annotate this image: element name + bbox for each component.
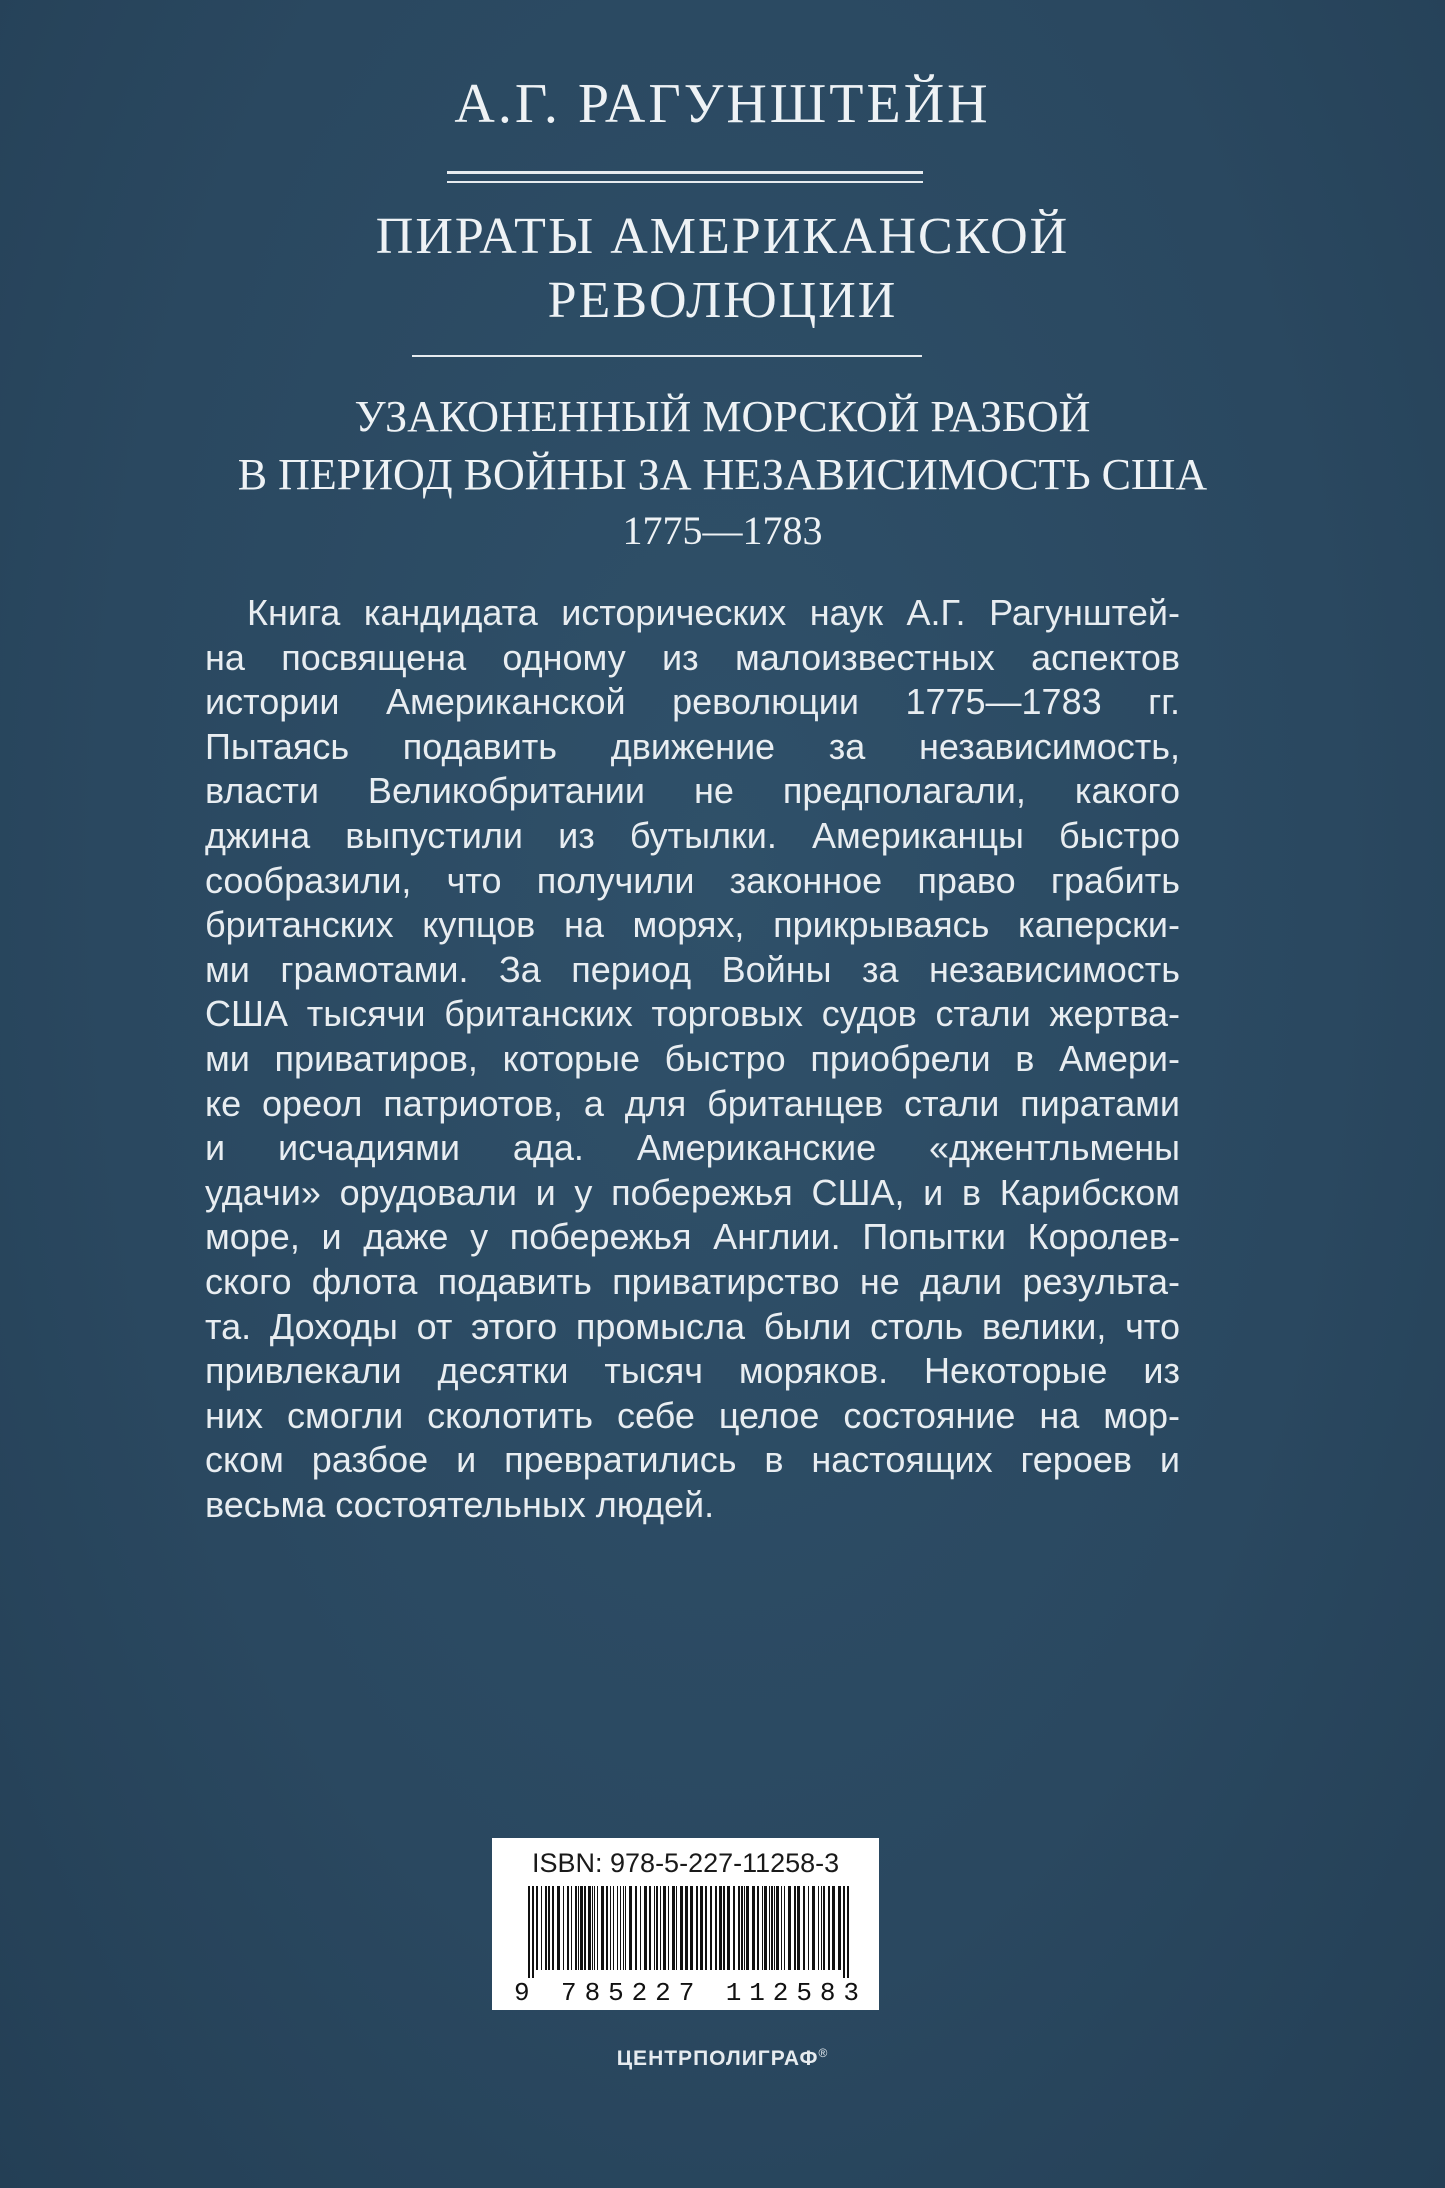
barcode-bar xyxy=(680,1886,683,1970)
barcode-bar xyxy=(781,1886,782,1970)
barcode-bar xyxy=(660,1886,661,1970)
barcode-bar xyxy=(584,1886,586,1970)
barcode-bar xyxy=(832,1886,835,1970)
barcode-digits: 9 785227 112583 xyxy=(514,1978,859,2004)
barcode-bar xyxy=(733,1886,735,1970)
book-years: 1775—1783 xyxy=(622,508,823,553)
book-subtitle-line: УЗАКОНЕННЫЙ МОРСКОЙ РАЗБОЙ xyxy=(354,392,1091,441)
barcode-bar xyxy=(685,1886,688,1970)
barcode-bar xyxy=(784,1886,785,1970)
annotation-text xyxy=(205,591,1180,1527)
barcode-bar xyxy=(606,1886,608,1970)
annotation-line: ского флота подавить приватирство не дали результа- xyxy=(205,1260,1180,1302)
barcode-bar xyxy=(567,1886,569,1970)
barcode-bar xyxy=(644,1886,647,1970)
barcode-bar xyxy=(575,1886,577,1970)
barcode-bar xyxy=(771,1886,773,1970)
isbn-barcode-block xyxy=(492,1838,879,2010)
annotation-line: на посвящена одному из малоизвестных аспектов xyxy=(205,636,1180,678)
barcode-bar xyxy=(635,1886,637,1970)
barcode-bar xyxy=(821,1886,822,1970)
single-divider xyxy=(412,355,922,357)
barcode-bar xyxy=(690,1886,693,1970)
barcode-bar xyxy=(571,1886,572,1970)
barcode-bar xyxy=(812,1886,815,1970)
barcode-bar xyxy=(548,1886,550,1970)
barcode-bar xyxy=(536,1886,538,1970)
barcode-bar xyxy=(808,1886,809,1970)
barcode-bar xyxy=(563,1886,564,1970)
book-title-line: РЕВОЛЮЦИИ xyxy=(547,272,898,329)
publisher-logo xyxy=(0,2046,1445,2071)
barcode-bar xyxy=(757,1886,759,1970)
annotation-line: британских купцов на морях, прикрываясь каперски- xyxy=(205,904,1180,946)
barcode-bar xyxy=(545,1886,547,1970)
barcode-bar xyxy=(719,1886,722,1970)
barcode-bar xyxy=(592,1886,593,1970)
book-subtitle-line: В ПЕРИОД ВОЙНЫ ЗА НЕЗАВИСИМОСТЬ США xyxy=(237,450,1208,499)
annotation-line: море, и даже у побережья Англии. Попытки Королев- xyxy=(205,1216,1180,1258)
barcode-bar xyxy=(620,1886,621,1970)
barcode-bar xyxy=(601,1886,604,1970)
barcode-bar xyxy=(843,1886,845,1978)
annotation-line: та. Доходы от этого промысла были столь велики, что xyxy=(205,1305,1180,1347)
barcode-bar xyxy=(794,1886,796,1970)
annotation-line: ми приватиров, которые быстро приобрели в Амери- xyxy=(205,1037,1180,1079)
annotation-line: весьма состоятельных людей. xyxy=(205,1483,715,1525)
book-title xyxy=(0,205,1445,333)
barcode-bar xyxy=(663,1886,666,1970)
barcode-bar xyxy=(623,1886,624,1970)
barcode-bar xyxy=(541,1886,542,1970)
barcode-bar xyxy=(769,1886,770,1970)
barcode-bar xyxy=(668,1886,669,1970)
barcode-bar xyxy=(676,1886,677,1970)
book-subtitle xyxy=(0,388,1445,504)
annotation-line: власти Великобритании не предполагали, какого xyxy=(205,770,1180,812)
annotation-line: США тысячи британских торговых судов стали жертва- xyxy=(205,993,1180,1035)
book-title-line: ПИРАТЫ АМЕРИКАНСКОЙ xyxy=(375,208,1070,265)
barcode-bar xyxy=(803,1886,805,1970)
barcode-bar xyxy=(764,1886,767,1970)
annotation-line: удачи» орудовали и у побережья США, и в Карибском xyxy=(205,1171,1180,1213)
barcode-bar xyxy=(654,1886,655,1970)
barcode-bar xyxy=(705,1886,707,1970)
barcode-bar xyxy=(552,1886,554,1970)
barcode-bar xyxy=(788,1886,791,1970)
barcode-bar xyxy=(762,1886,763,1970)
barcode-bar xyxy=(640,1886,641,1970)
annotation-line: джина выпустили из бутылки. Американцы быстро xyxy=(205,814,1180,856)
barcode-bar xyxy=(597,1886,598,1970)
barcode-bar xyxy=(752,1886,755,1970)
barcode-bar xyxy=(617,1886,618,1970)
annotation-line: Пытаясь подавить движение за независимость, xyxy=(205,725,1180,767)
annotation-line: них смогли сколотить себе целое состояние на мор- xyxy=(205,1394,1180,1436)
barcode-bar xyxy=(672,1886,675,1970)
barcode-bar xyxy=(700,1886,703,1970)
barcode-bar xyxy=(613,1886,614,1970)
isbn-label: ISBN: 978-5-227-11258-3 xyxy=(532,1848,840,1878)
barcode-bar xyxy=(828,1886,830,1970)
barcode-bar xyxy=(578,1886,579,1970)
annotation-line: ском разбое и превратились в настоящих героев и xyxy=(205,1439,1180,1481)
barcode-bar xyxy=(649,1886,651,1970)
barcode-bar xyxy=(532,1886,534,1978)
barcode-bar xyxy=(528,1886,530,1978)
barcode-image xyxy=(514,1886,859,2004)
barcode-bar xyxy=(727,1886,730,1970)
registered-mark: ® xyxy=(818,2046,829,2060)
barcode-bar xyxy=(557,1886,560,1970)
barcode-bar xyxy=(656,1886,658,1970)
annotation-line: Книга кандидата исторических наук А.Г. Рагунштей- xyxy=(247,592,1180,633)
barcode-bar xyxy=(838,1886,841,1970)
barcode-bar xyxy=(847,1886,849,1978)
barcode-bar xyxy=(715,1886,717,1970)
author-name: А.Г. РАГУНШТЕЙН xyxy=(454,73,991,135)
barcode-bar xyxy=(625,1886,626,1970)
barcode-bar xyxy=(588,1886,591,1970)
publisher-name: ЦЕНТРПОЛИГРАФ xyxy=(616,2047,819,2070)
annotation-line: ке ореол патриотов, а для британцев стали пиратами xyxy=(205,1082,1180,1124)
barcode-bar xyxy=(776,1886,779,1970)
barcode-bar xyxy=(696,1886,698,1970)
barcode-bar xyxy=(774,1886,775,1970)
barcode-bar xyxy=(744,1886,745,1970)
barcode-bar xyxy=(710,1886,712,1970)
barcode-bar xyxy=(629,1886,632,1970)
annotation-line: сообразили, что получили законное право грабить xyxy=(205,859,1180,901)
barcode-bar xyxy=(741,1886,743,1970)
annotation-line: истории Американской революции 1775—1783 гг. xyxy=(205,681,1180,723)
annotation-line: ми грамотами. За период Войны за независимость xyxy=(205,948,1180,990)
barcode-bar xyxy=(594,1886,595,1970)
barcode-bar xyxy=(746,1886,749,1970)
barcode-bar xyxy=(738,1886,740,1970)
barcode-bar xyxy=(823,1886,825,1970)
annotation-line: и исчадиями ада. Американские «джентльмены xyxy=(205,1127,1180,1169)
barcode-bar xyxy=(610,1886,611,1970)
barcode-bar xyxy=(797,1886,800,1970)
barcode-bar xyxy=(580,1886,583,1970)
annotation-line: привлекали десятки тысяч моряков. Некоторые из xyxy=(205,1350,1180,1392)
barcode-bar xyxy=(818,1886,819,1970)
barcode-bar xyxy=(723,1886,725,1970)
